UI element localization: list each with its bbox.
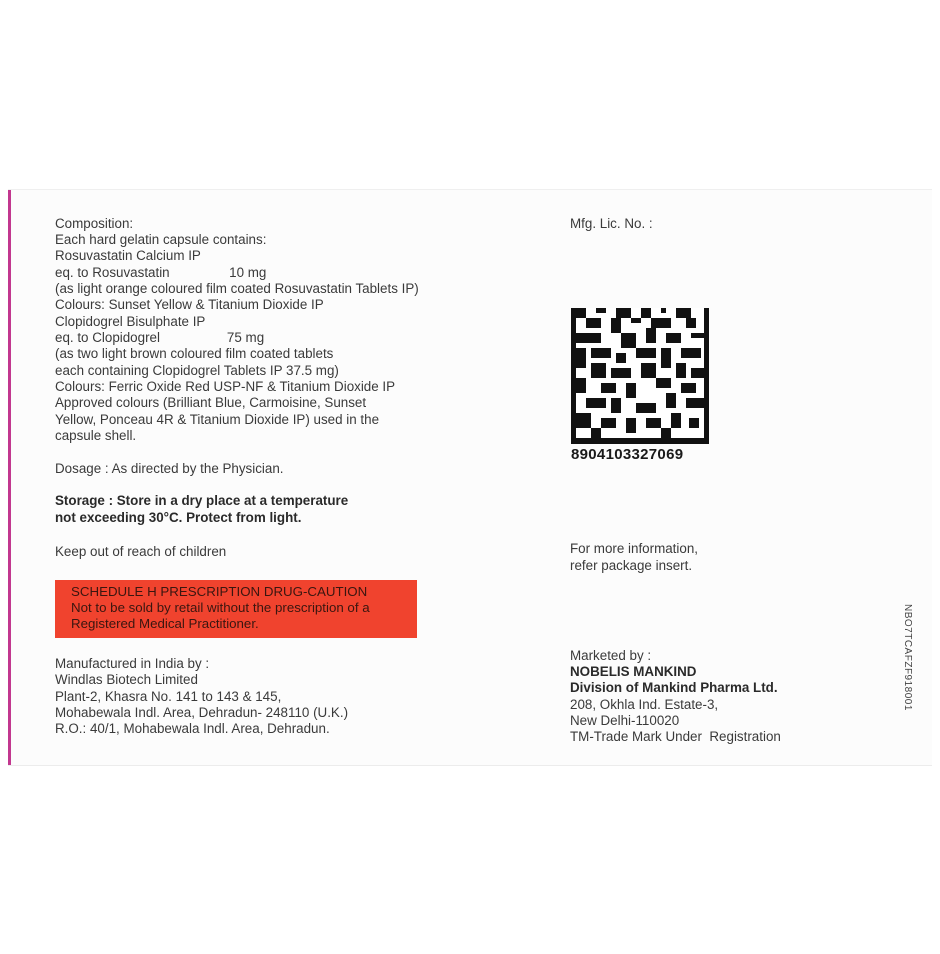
warning-line: Registered Medical Practitioner. xyxy=(71,616,259,632)
company-division: Division of Mankind Pharma Ltd. xyxy=(570,680,778,695)
composition-line: Each hard gelatin capsule contains: xyxy=(55,232,267,247)
address-line: New Delhi-110020 xyxy=(570,713,680,728)
composition-line: (as two light brown coloured film coated tablets xyxy=(55,346,334,361)
manufacturer-line: Windlas Biotech Limited xyxy=(55,672,198,687)
composition-line: Approved colours (Brilliant Blue, Carmoisine, Sunset xyxy=(55,395,367,410)
composition-line: capsule shell. xyxy=(55,428,137,443)
composition-line: eq. to Rosuvastatin 10 mg xyxy=(55,265,267,280)
more-info-line: refer package insert. xyxy=(570,558,693,573)
side-batch-code: NBO7TCAFZF918001 xyxy=(902,604,913,711)
schedule-h-warning-box xyxy=(55,580,417,638)
warning-line: Not to be sold by retail without the prescription of a xyxy=(71,600,370,616)
composition-line: (as light orange coloured film coated Rosuvastatin Tablets IP) xyxy=(55,281,419,296)
manufacturer-line: Plant-2, Khasra No. 141 to 143 & 145, xyxy=(55,689,282,704)
mfg-lic-label: Mfg. Lic. No. : xyxy=(570,216,653,231)
marketed-by-label: Marketed by : xyxy=(570,648,652,663)
more-info-line: For more information, xyxy=(570,541,698,556)
keep-out-text: Keep out of reach of children xyxy=(55,544,227,559)
warning-title: SCHEDULE H PRESCRIPTION DRUG-CAUTION xyxy=(71,584,368,599)
composition-line: Rosuvastatin Calcium IP xyxy=(55,248,201,263)
composition-line: Yellow, Ponceau 4R & Titanium Dioxide IP) used in the xyxy=(55,412,380,427)
dosage-text: Dosage : As directed by the Physician. xyxy=(55,461,284,476)
barcode-number: 8904103327069 xyxy=(571,446,684,463)
carton-back-panel xyxy=(8,189,932,766)
composition-line: each containing Clopidogrel Tablets IP 37.5 mg) xyxy=(55,363,339,378)
composition-line: Colours: Sunset Yellow & Titanium Dioxide IP xyxy=(55,297,324,312)
datamatrix-code xyxy=(571,308,709,444)
manufacturer-line: R.O.: 40/1, Mohabewala Indl. Area, Dehradun. xyxy=(55,721,330,736)
address-line: 208, Okhla Ind. Estate-3, xyxy=(570,697,719,712)
storage-line: not exceeding 30°C. Protect from light. xyxy=(55,510,302,525)
panel-edge-stripe xyxy=(8,190,11,765)
composition-line: Composition: xyxy=(55,216,134,231)
composition-line: eq. to Clopidogrel 75 mg xyxy=(55,330,265,345)
storage-line: Storage : Store in a dry place at a temperature xyxy=(55,493,349,508)
manufacturer-line: Manufactured in India by : xyxy=(55,656,210,671)
composition-line: Clopidogrel Bisulphate IP xyxy=(55,314,206,329)
composition-line: Colours: Ferric Oxide Red USP-NF & Titanium Dioxide IP xyxy=(55,379,396,394)
company-name: NOBELIS MANKIND xyxy=(570,664,697,679)
manufacturer-line: Mohabewala Indl. Area, Dehradun- 248110 (U.K.) xyxy=(55,705,349,720)
address-line: TM-Trade Mark Under Registration xyxy=(570,729,781,744)
